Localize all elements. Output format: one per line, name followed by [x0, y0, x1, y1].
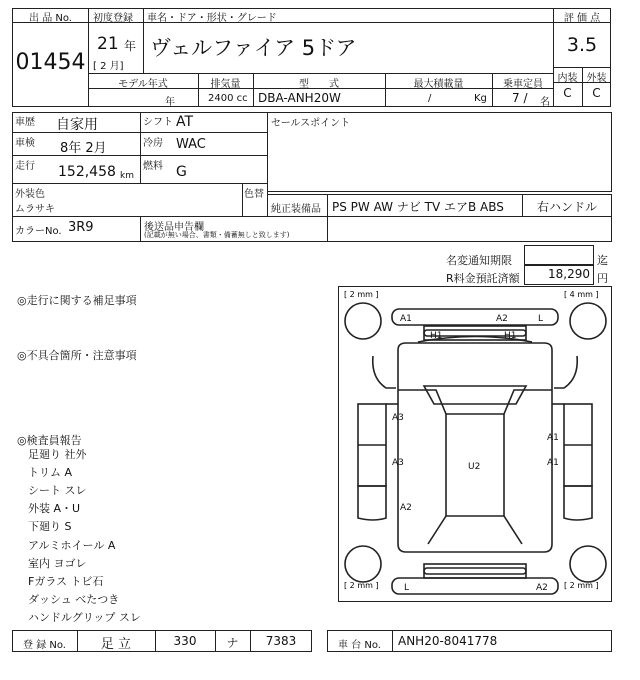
capacity-value: 7 / — [512, 91, 528, 105]
mark-front-bumper-l: L — [538, 314, 544, 324]
aftermarket-note: (記載が無い場合、書類・備蓄無しと致します) — [144, 231, 290, 239]
mileage-label: 走行 — [15, 161, 35, 172]
ac-label: 冷房 — [143, 138, 163, 149]
ext-color-value: ムラサキ — [15, 204, 55, 215]
mileage-value: 152,458 — [58, 164, 116, 180]
sales-point-label: セールスポイント — [271, 118, 351, 129]
shift-value: AT — [176, 114, 194, 130]
load-unit: Kg — [474, 93, 487, 104]
inspector-note: シート スレ — [28, 484, 87, 497]
inspector-note: アルミホイール A — [28, 539, 116, 552]
car-damage-diagram — [338, 286, 612, 602]
mark-front-bumper-a2: A2 — [496, 314, 508, 324]
load-slash: / — [428, 93, 432, 104]
model-code: DBA-ANH20W — [258, 91, 341, 105]
first-reg-year: 21 — [97, 34, 119, 54]
recycle-unit: 円 — [597, 272, 608, 285]
first-reg-month: [ 2 月] — [93, 61, 124, 72]
color-no-label: カラーNo. — [15, 226, 62, 237]
recycle-label: R料金預託済額 — [446, 272, 520, 285]
inspector-note: 室内 ヨゴレ — [28, 557, 87, 570]
inspector-note: 足廻り 社外 — [28, 448, 87, 461]
chassis-label: 車 台 No. — [338, 640, 381, 651]
car-name-label: 車名・ドア・形状・グレード — [147, 13, 277, 24]
exterior-grade: C — [592, 86, 601, 100]
aftermarket-label: 後送品申告欄 — [144, 222, 204, 233]
defects-label: ◎不具合箇所・注意事項 — [17, 349, 137, 362]
history-label: 車歴 — [15, 117, 35, 128]
lot-number: 01454 — [15, 50, 86, 75]
wheel-rr-icon — [570, 546, 606, 582]
exterior-label: 外装 — [586, 73, 607, 84]
color-no-box — [12, 216, 612, 242]
inspection-label: 車検 — [15, 138, 35, 149]
inspector-note: ダッシュ べたつき — [28, 593, 120, 606]
history-value: 自家用 — [56, 117, 98, 133]
wheel-fl-icon — [345, 303, 381, 339]
registration-area: 足 立 — [100, 637, 132, 652]
repaint-label: 色替 — [244, 189, 264, 200]
chassis-number: ANH20-8041778 — [398, 634, 498, 648]
name-change-label: 名変通知期限 — [446, 254, 512, 267]
registration-kana: ナ — [226, 636, 239, 650]
steering-value: 右ハンドル — [536, 200, 597, 214]
shift-label: シフト — [143, 117, 173, 128]
max-load-label: 最大積載量 — [413, 79, 464, 90]
displacement-value: 2400 cc — [208, 93, 248, 104]
inspector-note: ハンドルグリップ スレ — [28, 611, 141, 624]
mark-front-right-door: A1 — [547, 433, 559, 443]
inspector-note: トリム A — [28, 466, 73, 479]
tire-fr-label: [ 4 mm ] — [564, 290, 599, 299]
equipment-value: PS PW AW ナビ TV エアB ABS — [332, 200, 504, 214]
tire-rr-label: [ 2 mm ] — [564, 581, 599, 590]
car-outline-icon — [358, 309, 592, 594]
model-year-label: モデル年式 — [118, 79, 168, 90]
car-name: ヴェルファイア 5ドア — [150, 36, 357, 60]
mark-rear-bumper-l: L — [404, 583, 410, 593]
first-reg-year-unit: 年 — [124, 39, 137, 53]
capacity-unit: 名 — [540, 97, 550, 108]
inspector-note: 外装 A・U — [28, 502, 81, 515]
inspection-value: 8年 2月 — [60, 141, 107, 156]
mark-rear-right-door: A1 — [547, 458, 559, 468]
ext-color-label: 外装色 — [15, 189, 45, 200]
mark-front-bumper-a1: A1 — [400, 314, 412, 324]
displacement-label: 排気量 — [210, 79, 241, 90]
first-reg-label: 初度登録 — [93, 13, 133, 24]
mileage-unit: km — [120, 171, 134, 181]
registration-number: 7383 — [265, 634, 297, 648]
color-no-value: 3R9 — [68, 220, 94, 235]
ac-value: WAC — [176, 137, 206, 152]
fuel-label: 燃料 — [143, 161, 163, 172]
interior-grade: C — [563, 86, 572, 100]
inspector-note: Fガラス トビ石 — [28, 575, 104, 588]
mark-headlight-right: H1 — [504, 331, 517, 341]
mark-front-left-door: A3 — [392, 413, 404, 423]
mark-headlight-left: H1 — [430, 331, 443, 341]
equipment-label: 純正装備品 — [271, 204, 321, 215]
mark-rear-left-door: A3 — [392, 458, 404, 468]
inspector-note: 下廻り S — [28, 520, 72, 533]
registration-class: 330 — [173, 634, 197, 648]
model-year-unit: 年 — [165, 97, 175, 108]
type-label: 型 式 — [299, 79, 339, 90]
driving-notes-label: ◎走行に関する補足事項 — [17, 294, 137, 307]
mark-rear-quarter-left: A2 — [400, 503, 412, 513]
wheel-fr-icon — [570, 303, 606, 339]
inspector-label: ◎検査員報告 — [17, 434, 82, 447]
lot-label: 出 品 No. — [29, 13, 72, 24]
tire-fl-label: [ 2 mm ] — [344, 290, 379, 299]
capacity-label: 乗車定員 — [503, 79, 543, 90]
recycle-amount: 18,290 — [548, 267, 590, 281]
score-value: 3.5 — [566, 34, 598, 56]
name-change-unit: 迄 — [597, 254, 608, 267]
name-change-field — [524, 245, 594, 265]
score-label: 評 価 点 — [563, 13, 601, 24]
tire-rl-label: [ 2 mm ] — [344, 581, 379, 590]
interior-label: 内装 — [557, 73, 578, 84]
mark-rear-bumper-a2: A2 — [536, 583, 548, 593]
mark-roof: U2 — [468, 462, 481, 472]
fuel-value: G — [176, 164, 187, 180]
wheel-rl-icon — [345, 546, 381, 582]
registration-label: 登 録 No. — [23, 640, 66, 651]
